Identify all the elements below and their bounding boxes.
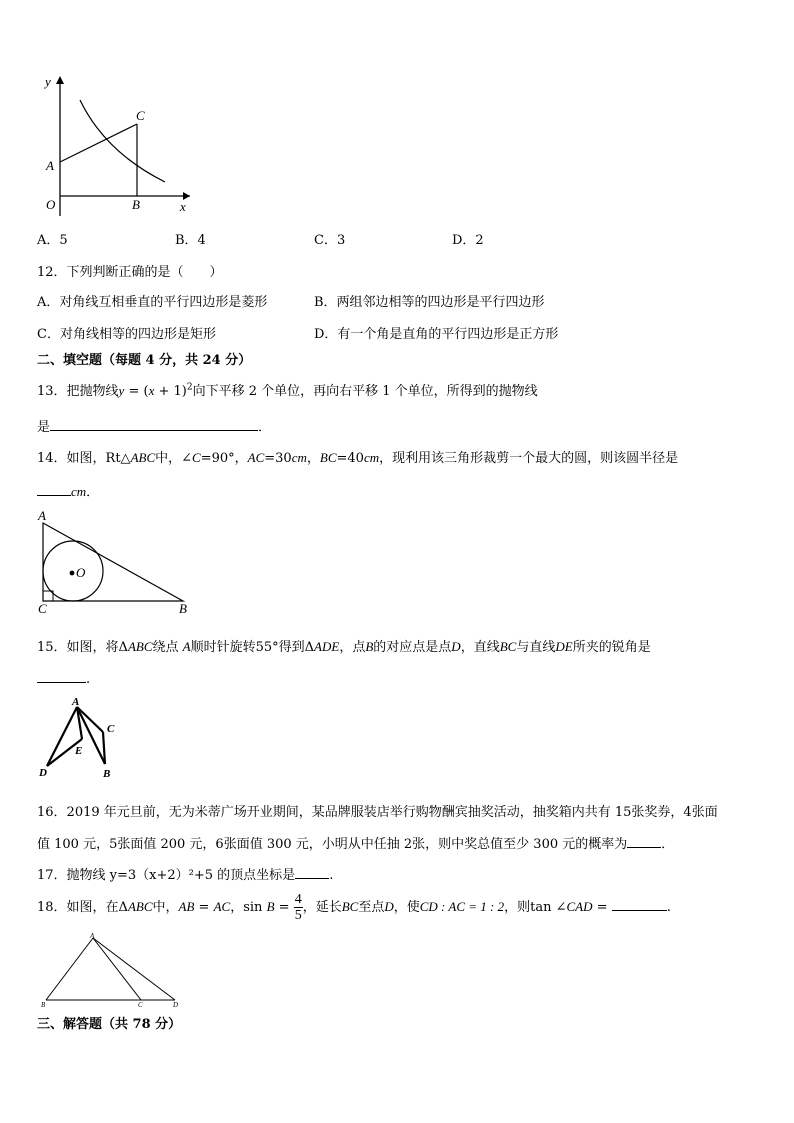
q12-option-a[interactable]: A．对角线互相垂直的平行四边形是菱形 <box>37 295 268 310</box>
q18-text-f: ，使 <box>393 900 420 915</box>
q18-eq2: = <box>274 900 294 915</box>
q18-var-d: D <box>384 899 394 914</box>
q14-text-b: 中，∠ <box>155 451 193 466</box>
q12-stem: 12．下列判断正确的是（ ） <box>37 265 223 280</box>
q12-option-b[interactable]: B．两组邻边相等的四边形是平行四边形 <box>314 295 545 310</box>
q15-var-de: DE <box>555 639 573 654</box>
q18-var-ac: AC <box>213 899 231 914</box>
q18-text-e: 至点 <box>358 900 385 915</box>
q13-text-a: 13．把抛物线 <box>37 384 119 399</box>
q13-exponent: 2 <box>186 382 193 393</box>
q11-graph-figure <box>35 72 200 217</box>
q14-line1 <box>37 447 678 466</box>
q15-rotation-figure <box>35 694 125 784</box>
q18-line <box>37 887 671 928</box>
q15-text-f: ，直线 <box>460 640 500 655</box>
q14-line2 <box>37 481 99 500</box>
q18-var-abc: ABC <box>127 899 153 914</box>
q13-var-y: y <box>118 383 125 398</box>
q15-var-ade: ADE <box>314 639 340 654</box>
q13-text-b: 向下平移 2 个单位，再向右平移 1 个单位，所得到的抛物线 <box>192 384 538 399</box>
q14-triangle-figure <box>33 508 198 618</box>
label-c: C <box>107 723 115 735</box>
q17-line <box>37 864 333 883</box>
q16-line1: 16．2019 年元旦前，无为米蒂广场开业期间，某品牌服装店举行购物酬宾抽奖活动，抽奖箱内共有 15张奖券，4张面 <box>37 805 718 820</box>
q15-line1 <box>37 636 651 655</box>
q18-var-bc: BC <box>341 899 359 914</box>
q18-text-a: 18．如图，在Δ <box>37 900 128 915</box>
y-axis-arrow <box>56 76 64 84</box>
label-c: C <box>136 108 145 123</box>
q14-answer-blank[interactable] <box>37 483 71 496</box>
q16-end: ． <box>661 837 675 852</box>
q14-text-c: =90°， <box>200 451 248 466</box>
label-b: B <box>179 601 187 616</box>
q14-text-g: ，现利用该三角形裁剪一个最大的圆，则该圆半径是 <box>379 451 679 466</box>
label-b: B <box>132 197 140 212</box>
label-e: E <box>75 745 83 757</box>
segment-ad <box>47 707 77 766</box>
q15-text-c: 顺时针旋转55°得到Δ <box>190 640 315 655</box>
q15-answer-blank[interactable] <box>37 670 86 683</box>
label-a: A <box>90 932 95 940</box>
q18-var-ab: AB <box>178 899 195 914</box>
q18-answer-blank[interactable] <box>612 898 667 911</box>
q15-line2 <box>37 670 90 687</box>
label-b: B <box>103 768 111 780</box>
q11-option-a[interactable]: A．5 <box>37 233 68 248</box>
center-dot <box>70 571 75 576</box>
q17-end: . <box>329 868 334 883</box>
q13-eq: = ( <box>124 384 149 399</box>
q18-var-b: B <box>266 899 275 914</box>
q18-text-g: ，则 <box>504 900 531 915</box>
q15-text-d: ，点 <box>339 640 366 655</box>
q18-tan: tan ∠ <box>530 900 567 915</box>
q15-text-b: 绕点 <box>152 640 183 655</box>
q12-option-d[interactable]: D．有一个角是直角的平行四边形是正方形 <box>314 327 559 342</box>
q14-text-a: 14．如图，Rt△ <box>37 451 131 466</box>
label-c: C <box>38 601 47 616</box>
q13-line2 <box>37 416 271 435</box>
q15-text-a: 15．如图，将Δ <box>37 640 128 655</box>
q14-unit: cm <box>71 484 87 499</box>
q14-text-d: =30 <box>264 451 292 466</box>
q15-var-d: D <box>451 639 461 654</box>
q15-text-g: 与直线 <box>516 640 556 655</box>
label-o: O <box>76 565 86 580</box>
q15-var-a: A <box>182 639 191 654</box>
label-a: A <box>72 696 80 708</box>
segment-ab <box>46 938 93 1000</box>
q18-denominator: 5 <box>294 908 302 923</box>
q13-line1 <box>37 380 538 399</box>
q16-answer-blank[interactable] <box>627 835 661 848</box>
label-d: D <box>39 767 47 779</box>
q14-end: ． <box>86 485 100 500</box>
q15-var-abc: ABC <box>127 639 153 654</box>
section-2-heading: 二、填空题（每题 4 分，共 24 分） <box>37 353 252 368</box>
q13-text-c: 是 <box>37 420 51 435</box>
q14-var-abc: ABC <box>130 450 156 465</box>
q17-answer-blank[interactable] <box>295 866 329 879</box>
label-a: A <box>38 508 46 523</box>
q14-var-ac: AC <box>247 450 265 465</box>
q13-answer-blank[interactable] <box>50 418 258 431</box>
q15-text-e: 的对应点是点 <box>373 640 452 655</box>
q18-eq1: = <box>194 900 214 915</box>
q13-var-x: x <box>148 383 155 398</box>
q14-text-f: =40 <box>336 451 364 466</box>
q11-option-b[interactable]: B．4 <box>175 233 206 248</box>
hyperbola-curve <box>80 100 165 182</box>
label-y: y <box>45 74 51 89</box>
q14-unit-cm2: cm <box>363 450 380 465</box>
q15-end: . <box>86 672 91 687</box>
q14-var-bc: BC <box>319 450 337 465</box>
q16-text: 值 100 元，5张面值 200 元，6张面值 300 元，小明从中任抽 2张，则中奖总值至少 300 元的概率为 <box>37 837 628 852</box>
q18-fraction <box>294 892 303 923</box>
label-c: C <box>138 1001 143 1009</box>
q18-text-c: ， <box>230 900 244 915</box>
label-a: A <box>46 158 54 173</box>
section-3-heading: 三、解答题（共 78 分） <box>37 1017 182 1032</box>
q14-unit-cm1: cm <box>291 450 307 465</box>
q15-text-h: 所夹的锐角是 <box>572 640 651 655</box>
triangle-abc <box>43 523 183 601</box>
q15-var-bc: BC <box>499 639 517 654</box>
q14-var-c: C <box>192 450 201 465</box>
q18-end: . <box>666 900 671 915</box>
q11-option-c[interactable]: C．3 <box>314 233 346 248</box>
q12-option-c[interactable]: C．对角线相等的四边形是矩形 <box>37 327 216 342</box>
q18-var-cad: CAD <box>566 899 593 914</box>
q18-text-b: 中， <box>152 900 179 915</box>
q18-eq3: = <box>592 900 612 915</box>
q16-line2 <box>37 833 674 852</box>
q18-text-d: ，延长 <box>302 900 342 915</box>
label-d: D <box>173 1001 179 1009</box>
q13-end: ． <box>258 420 272 435</box>
q11-option-d[interactable]: D．2 <box>452 233 484 248</box>
q18-sin: sin <box>243 900 267 915</box>
q18-numerator: 4 <box>294 892 302 907</box>
label-x: x <box>180 199 186 214</box>
q17-text: 17．抛物线 y=3（x+2）²+5 的顶点坐标是 <box>37 868 296 883</box>
label-o: O <box>46 197 56 212</box>
q18-triangle-figure <box>38 931 183 1011</box>
q15-var-b: B <box>365 639 374 654</box>
label-b: B <box>41 1001 46 1009</box>
q14-text-e: ， <box>306 451 320 466</box>
q18-ratio: CD : AC = 1 : 2 <box>419 899 505 914</box>
q13-plus: + 1) <box>154 384 187 399</box>
